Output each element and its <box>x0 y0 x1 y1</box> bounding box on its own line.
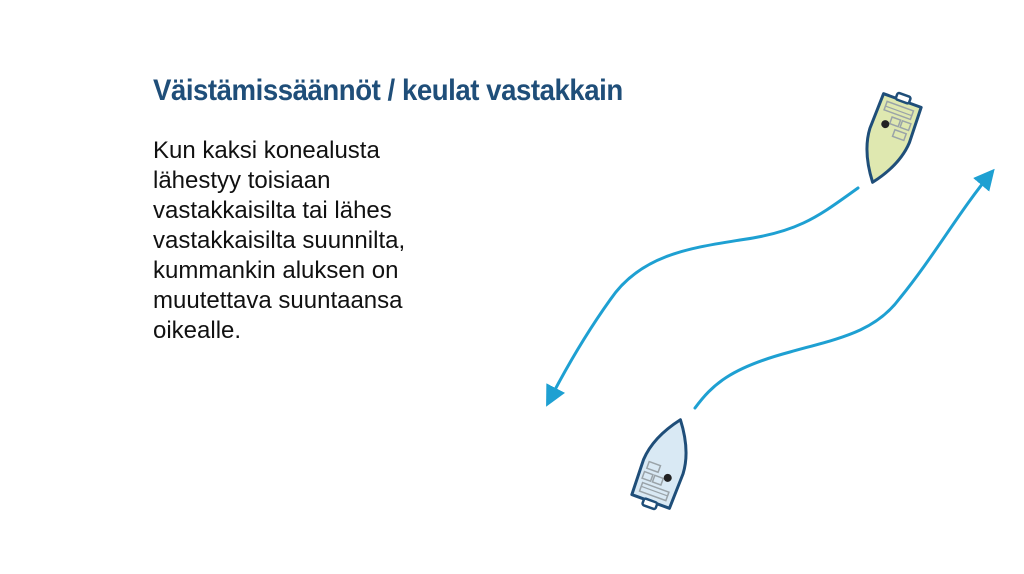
slide-title: Väistämissäännöt / keulat vastakkain <box>153 74 623 107</box>
upper-boat-path <box>548 188 858 403</box>
body-line: vastakkaisilta tai lähes <box>153 197 392 224</box>
body-line: vastakkaisilta suunnilta, <box>153 227 406 254</box>
body-line: Kun kaksi konealusta <box>153 137 380 164</box>
lower-boat-icon <box>629 413 700 515</box>
body-line: muutettava suuntaansa <box>153 287 403 314</box>
body-line: lähestyy toisiaan <box>153 167 331 194</box>
body-line: oikealle. <box>153 317 242 344</box>
upper-boat-icon <box>853 88 924 190</box>
body-line: kummankin aluksen on <box>153 257 399 284</box>
lower-boat-path <box>695 172 992 408</box>
